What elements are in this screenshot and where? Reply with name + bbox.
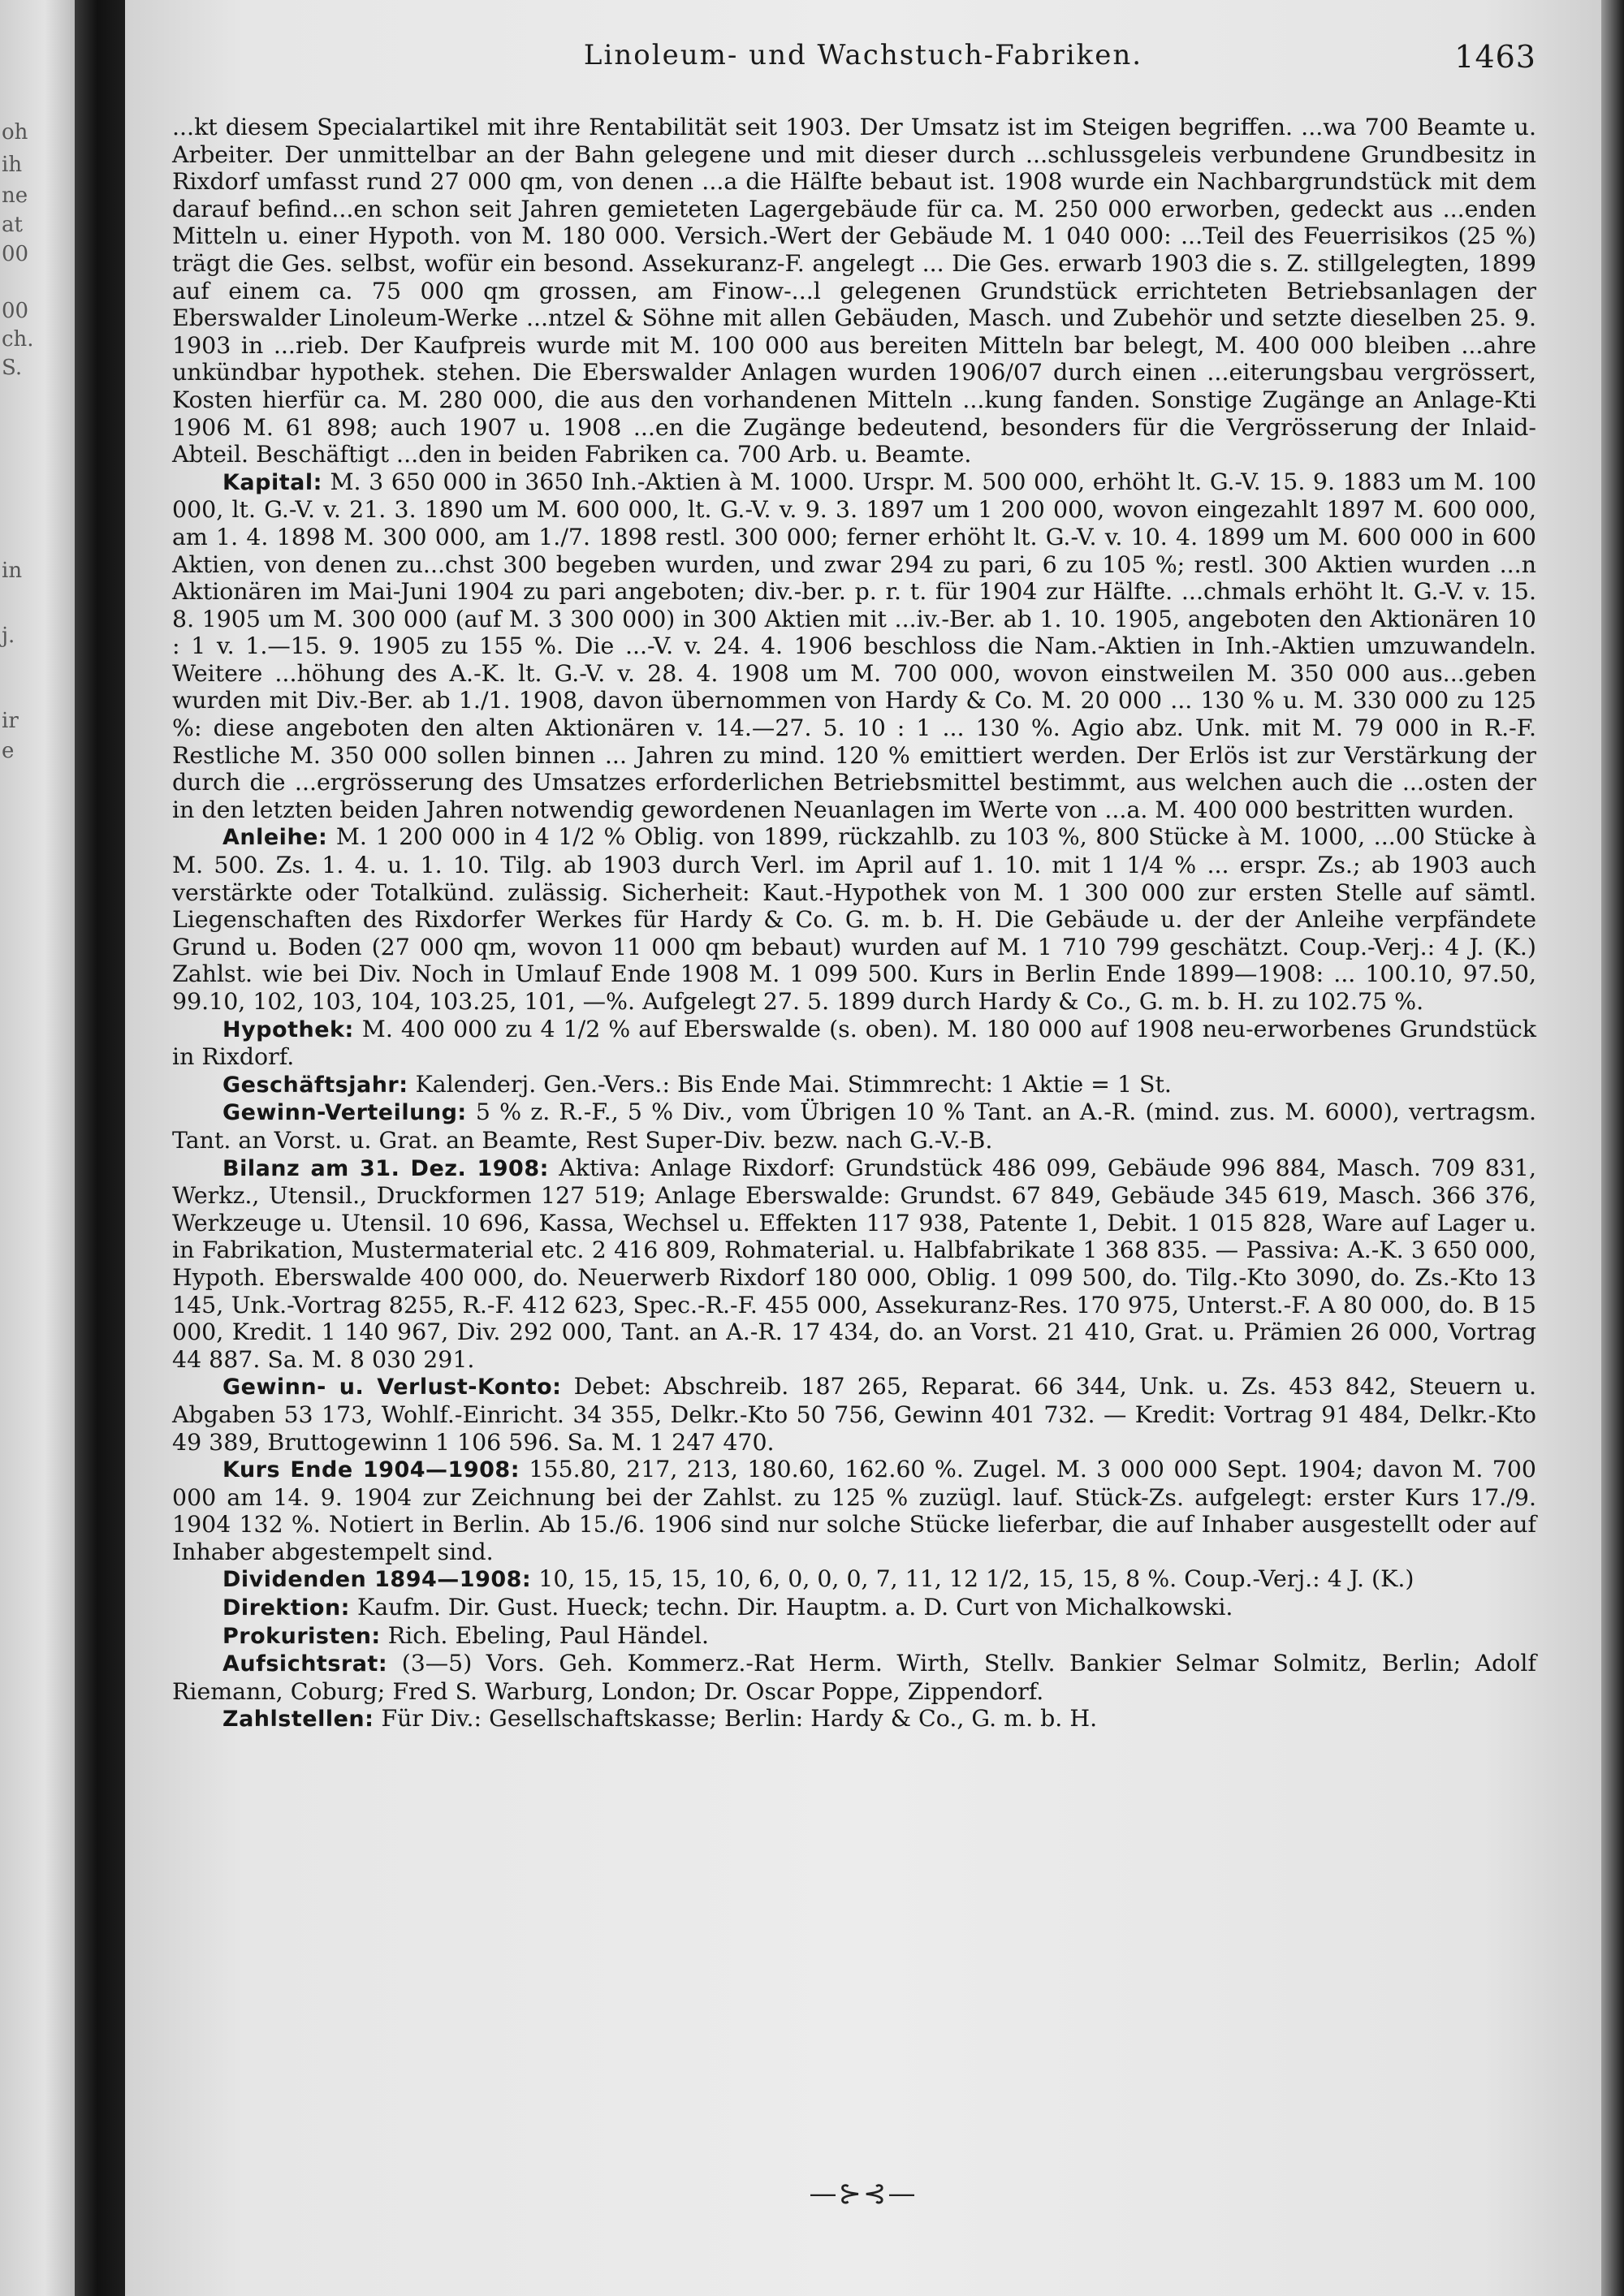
- page-header: [125, 39, 1601, 88]
- left-fragment: in: [2, 559, 23, 583]
- left-fragment: at: [2, 213, 23, 237]
- left-fragment: ch.: [2, 327, 34, 352]
- book-gutter: [75, 0, 125, 2296]
- left-fragment: e: [2, 739, 15, 763]
- section-gewinn-verlust: [172, 1373, 1536, 1456]
- section-label: Kapital:: [222, 469, 322, 495]
- left-fragment: ih: [2, 153, 23, 177]
- left-fragment: S.: [2, 356, 23, 380]
- section-label: Hypothek:: [222, 1016, 354, 1042]
- adjacent-page-edge: [0, 0, 75, 2296]
- intro-paragraph: [172, 114, 1536, 468]
- section-label: Gewinn- u. Verlust-Konto:: [222, 1375, 562, 1400]
- section-label: Bilanz am 31. Dez. 1908:: [222, 1155, 549, 1181]
- section-hypothek: [172, 1016, 1536, 1071]
- left-fragment: oh: [2, 120, 28, 145]
- section-gewinn-verteilung: [172, 1098, 1536, 1154]
- paragraph-text: ...kt diesem Specialartikel mit ihre Rentabilität seit 1903. Der Umsatz ist im Steigen begriffen. ...wa 700 Beamte u. Arbeiter. Der unmittelbar an der Bahn gelegene und mit dieser durch ...schlussgeleis verbundene Grundbesitz in Rixdorf umfasst rund 27 000 qm, von denen ...a die Hälfte bebaut ist. 1908 wurde ein Nachbargrundstück mit dem darauf befind...en schon seit Jahren gemieteten Lagergebäude für ca. M. 250 000 erworben, gedeckt aus ...enden Mitteln u. einer Hypoth. von M. 180 000. Versich.-Wert der Gebäude M. 1 040 000: ...Teil des Feuerrisikos (25 %) trägt die Ges. selbst, wofür ein besond. Assekuranz-F. angelegt ... Die Ges. erwarb 1903 die s. Z. stillgelegten, 1899 auf einem ca. 75 000 qm grossen, am Finow-...l gelegenen Grundstück errichteten Betriebsanlagen der Eberswalder Linoleum-Werke ...ntzel & Söhne mit allen Gebäuden, Masch. und Zubehör und setzte dieselben 25. 9. 1903 in ...rieb. Der Kaufpreis wurde mit M. 100 000 aus bereiten Mitteln bar belegt, M. 400 000 bleiben ...ahre unkündbar hypothek. stehen. Die Eberswalder Anlagen wurden 1906/07 durch einen ...eiterungsbau vergrössert, Kosten hierfür ca. M. 280 000, die aus den vorhandenen Mitteln ...kung fanden. Sonstige Zugänge an Anlage-Kti 1906 M. 61 898; auch 1907 u. 1908 ...en die Zugänge bedeutend, besonders für die Vergrösserung der Inlaid-Abteil. Beschäftigt ...den in beiden Fabriken ca. 700 Arb. u. Beamte.: [172, 114, 1536, 468]
- section-label: Aufsichtsrat:: [222, 1651, 388, 1677]
- left-fragment: 00: [2, 299, 29, 323]
- section-label: Geschäftsjahr:: [222, 1072, 408, 1098]
- section-dividenden: [172, 1565, 1536, 1594]
- end-ornament: —⊱⊰—: [809, 2177, 918, 2210]
- page-number: 1463: [1454, 39, 1536, 75]
- section-text: (3—5) Vors. Geh. Kommerz.-Rat Herm. Wirth, Stellv. Bankier Selmar Solmitz, Berlin; Adolf Riemann, Coburg; Fred S. Warburg, London; Dr. Oscar Poppe, Zippendorf.: [172, 1650, 1536, 1705]
- section-label: Prokuristen:: [222, 1623, 381, 1649]
- section-kurs: [172, 1456, 1536, 1565]
- section-label: Zahlstellen:: [222, 1707, 374, 1733]
- section-aufsichtsrat: [172, 1650, 1536, 1705]
- left-fragment: ir: [2, 709, 19, 733]
- section-bilanz: [172, 1154, 1536, 1374]
- section-text: M. 1 200 000 in 4 1/2 % Oblig. von 1899, rückzahlb. zu 103 %, 800 Stücke à M. 1000, ...00 Stücke à M. 500. Zs. 1. 4. u. 1. 10. Tilg. ab 1903 durch Verl. im April auf 1. 10. mit 1 1/4 % ... erspr. Zs.; ab 1903 auch verstärkte oder Totalkünd. zulässig. Sicherheit: Kaut.-Hypothek von M. 1 300 000 zur ersten Stelle auf sämtl. Liegenschaften des Rixdorfer Werkes für Hardy & Co. G. m. b. H. Die Gebäude u. der der Anleihe verpfändete Grund u. Boden (27 000 qm, wovon 11 000 qm bebaut) wurden auf M. 1 710 799 geschätzt. Coup.-Verj.: 4 J. (K.) Zahlst. wie bei Div. Noch in Umlauf Ende 1908 M. 1 099 500. Kurs in Berlin Ende 1899—1908: ... 100.10, 97.50, 99.10, 102, 103, 104, 103.25, 101, —%. Aufgelegt 27. 5. 1899 durch Hardy & Co., G. m. b. H. zu 102.75 %.: [172, 823, 1536, 1015]
- section-text: M. 3 650 000 in 3650 Inh.-Aktien à M. 1000. Urspr. M. 500 000, erhöht lt. G.-V. 15. 9. 1883 um M. 100 000, lt. G.-V. v. 21. 3. 1890 um M. 600 000, lt. G.-V. v. 9. 3. 1897 um 1 200 000, wovon eingezahlt 1897 M. 600 000, am 1. 4. 1898 M. 300 000, am 1./7. 1898 restl. 300 000; ferner erhöht lt. G.-V. v. 10. 4. 1899 um M. 600 000 in 600 Aktien, von denen zu...chst 300 begeben wurden, und zwar 294 zu pari, 6 zu 105 %; restl. 300 Aktien wurden ...n Aktionären im Mai-Juni 1904 zu pari angeboten; div.-ber. p. r. t. für 1904 zur Hälfte. ...chmals erhöht lt. G.-V. v. 15. 8. 1905 um M. 300 000 (auf M. 3 300 000) in 300 Aktien mit ...iv.-Ber. ab 1. 10. 1905, angeboten den Aktionären 10 : 1 v. 1.—15. 9. 1905 zu 155 %. Die ...-V. v. 24. 4. 1906 beschloss die Nam.-Aktien in Inh.-Aktien umzuwandeln. Weitere ...höhung des A.-K. lt. G.-V. v. 28. 4. 1908 um M. 700 000, wovon einstweilen M. 350 000 aus...geben wurden mit Div.-Ber. ab 1./1. 1908, davon übernommen von Hardy & Co. M. 20 000 ... 130 % u. M. 330 000 zu 125 %: diese angeboten den alten Aktionären v. 14.—27. 5. 10 : 1 ... 130 %. Agio abz. Unk. mit M. 79 000 in R.-F. Restliche M. 350 000 sollen binnen ... Jahren zu mind. 120 % emittiert werden. Der Erlös ist zur Verstärkung der durch die ...ergrösserung des Umsatzes erforderlichen Betriebsmittel bestimmt, aus welchen auch die ...osten der in den letzten beiden Jahren notwendig gewordenen Neuanlagen im Werte von ...a. M. 400 000 bestritten wurden.: [172, 468, 1537, 823]
- section-text: 5 % z. R.-F., 5 % Div., vom Übrigen 10 % Tant. an A.-R. (mind. zus. M. 6000), vertragsm. Tant. an Vorst. u. Grat. an Beamte, Rest Super-Div. bezw. nach G.-V.-B.: [172, 1098, 1536, 1154]
- section-kapital: [172, 468, 1536, 824]
- page-body: [172, 114, 1536, 1733]
- section-text: Debet: Abschreib. 187 265, Reparat. 66 344, Unk. u. Zs. 453 842, Steuern u. Abgaben 53 173, Wohlf.-Einricht. 34 355, Delkr.-Kto 50 756, Gewinn 401 732. — Kredit: Vortrag 91 484, Delkr.-Kto 49 389, Bruttogewinn 1 106 596. Sa. M. 1 247 470.: [172, 1373, 1536, 1456]
- section-geschaeftsjahr: [172, 1071, 1536, 1099]
- running-title: Linoleum- und Wachstuch-Fabriken.: [583, 39, 1143, 71]
- section-text: 155.80, 217, 213, 180.60, 162.60 %. Zugel. M. 3 000 000 Sept. 1904; davon M. 700 000 am 14. 9. 1904 zur Zeichnung bei der Zahlst. zu 125 % zuzügl. lauf. Stück-Zs. aufgelegt: erster Kurs 17./9. 1904 132 %. Notiert in Berlin. Ab 15./6. 1906 sind nur solche Stücke lieferbar, die auf Inhaber ausgestellt oder auf Inhaber abgestempelt sind.: [172, 1456, 1536, 1565]
- section-text: Aktiva: Anlage Rixdorf: Grundstück 486 099, Gebäude 996 884, Masch. 709 831, Werkz., Utensil., Druckformen 127 519; Anlage Eberswalde: Grundst. 67 849, Gebäude 345 619, Masch. 366 376, Werkzeuge u. Utensil. 10 696, Kassa, Wechsel u. Effekten 117 938, Patente 1, Debit. 1 015 828, Ware auf Lager u. in Fabrikation, Mustermaterial etc. 2 416 809, Rohmaterial. u. Halbfabrikate 1 368 835. — Passiva: A.-K. 3 650 000, Hypoth. Eberswalde 400 000, do. Neuerwerb Rixdorf 180 000, Oblig. 1 099 500, do. Tilg.-Kto 3090, do. Zs.-Kto 13 145, Unk.-Vortrag 8255, R.-F. 412 623, Spec.-R.-F. 455 000, Assekuranz-Res. 170 975, Unterst.-F. A 80 000, do. B 15 000, Kredit. 1 140 967, Div. 292 000, Tant. an A.-R. 17 434, do. an Vorst. 21 410, Grat. u. Prämien 26 000, Vortrag 44 887. Sa. M. 8 030 291.: [172, 1154, 1537, 1373]
- page-right-edge: [1601, 0, 1624, 2296]
- section-label: Dividenden 1894—1908:: [222, 1567, 532, 1593]
- section-label: Direktion:: [222, 1595, 350, 1621]
- section-text: Für Div.: Gesellschaftskasse; Berlin: Hardy & Co., G. m. b. H.: [381, 1705, 1098, 1733]
- left-fragment: ne: [2, 183, 28, 208]
- left-fragment: j.: [2, 624, 15, 648]
- section-prokuristen: [172, 1622, 1536, 1651]
- document-page: [125, 0, 1601, 2296]
- section-text: Kalenderj. Gen.-Vers.: Bis Ende Mai. Stimmrecht: 1 Aktie = 1 St.: [415, 1070, 1172, 1098]
- section-label: Anleihe:: [222, 825, 328, 851]
- section-anleihe: [172, 823, 1536, 1015]
- section-text: Kaufm. Dir. Gust. Hueck; techn. Dir. Hauptm. a. D. Curt von Michalkowski.: [357, 1594, 1233, 1621]
- section-zahlstellen: [172, 1705, 1536, 1733]
- section-label: Gewinn-Verteilung:: [222, 1100, 467, 1126]
- section-label: Kurs Ende 1904—1908:: [222, 1457, 520, 1483]
- section-text: 10, 15, 15, 15, 10, 6, 0, 0, 0, 7, 11, 12 1/2, 15, 15, 8 %. Coup.-Verj.: 4 J. (K.): [538, 1565, 1415, 1593]
- left-fragment: 00: [2, 242, 29, 266]
- section-text: Rich. Ebeling, Paul Händel.: [387, 1621, 710, 1649]
- section-text: M. 400 000 zu 4 1/2 % auf Eberswalde (s. oben). M. 180 000 auf 1908 neu-erworbenes Grundstück in Rixdorf.: [172, 1015, 1536, 1071]
- section-direktion: [172, 1594, 1536, 1622]
